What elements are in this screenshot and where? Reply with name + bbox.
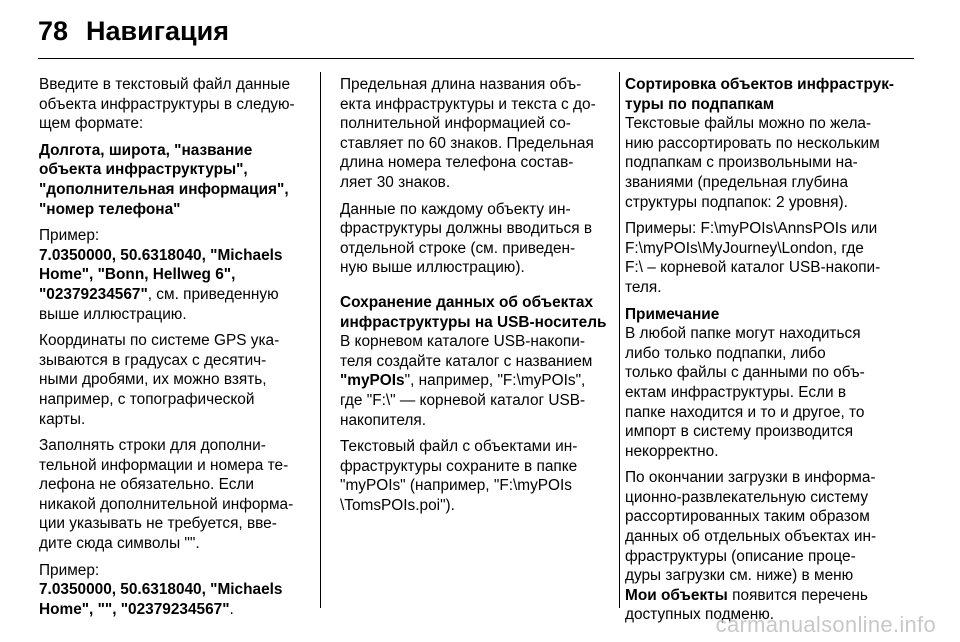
optional-fields-paragraph: Заполнять строки для дополни- тельной информации и номера те- лефона не обязательно. Если никакой дополнительной информа- ции указывать не требуется, вве- дите сюда символы "".	[39, 437, 294, 553]
length-paragraph: Предельная длина названия объ- екта инфраструктуры и текста с до- полнительной информацией со- ставляет по 60 знаков. Предельная длина номера телефона состав- ляет 30 знаков.	[340, 76, 596, 191]
page-title: Навигация	[86, 16, 229, 46]
section-heading-sorting: Сортировка объектов инфраструк- туры по подпапкам	[625, 76, 895, 113]
row-paragraph: Данные по каждому объекту ин- фраструктуры должны вводиться в отдельной строке (см. приведен- ную выше иллюстрацию).	[340, 200, 592, 277]
header-rule	[38, 58, 914, 59]
save-paragraph: Текстовый файл с объектами ин- фраструктуры сохраните в папке "myPOIs" (например, "F:\myPOIs \TomsPOIs.poi").	[340, 438, 578, 514]
section-heading-usb: Сохранение данных об объектах инфраструктуры на USB-носитель	[340, 293, 607, 331]
example-1: Пример: 7.0350000, 50.6318040, "Michaels Home", "Bonn, Hellweg 6", "02379234567", см. приведенную выше иллюстрацию.	[39, 227, 283, 323]
column-divider-1	[320, 72, 321, 608]
sorting-paragraph: Текстовые файлы можно по жела- нию рассортировать по нескольким подпапкам с произвольными на- званиями (предельная глубина структуры подпапок: 2 уровня).	[625, 115, 880, 211]
column-2	[340, 75, 616, 522]
column-3	[625, 75, 915, 632]
note-title: Примечание	[625, 305, 720, 323]
menu-name-my-objects: Мои объекты	[625, 586, 728, 604]
example-2: Пример: 7.0350000, 50.6318040, "Michaels Home", "", "02379234567".	[39, 561, 283, 618]
usb-paragraph: В корневом каталоге USB-накопи- теля создайте каталог с названием "myPOIs", например, "F:\myPOIs", где "F:\" — корневой каталог USB- накопителя.	[340, 333, 593, 429]
page-header	[38, 14, 229, 48]
format-block: Долгота, широта, "название объекта инфраструктуры", "дополнительная информация", "номер телефона"	[39, 141, 289, 218]
intro-paragraph: Введите в текстовый файл данные объекта инфраструктуры в следую- щем формате:	[39, 76, 295, 133]
page-number: 78	[38, 16, 69, 46]
column-1	[39, 75, 315, 626]
gps-paragraph: Координаты по системе GPS ука- зываются в градусах с десятич- ными дробями, их можно взять, например, с топографической карты.	[39, 332, 280, 428]
watermark: carmanualsonline.info	[715, 612, 936, 637]
examples-paragraph: Примеры: F:\myPOIs\AnnsPOIs или F:\myPOIs\MyJourney\London, где F:\ – корневой каталог USB-накопи- теля.	[625, 220, 881, 296]
note-block: Примечание В любой папке могут находиться либо только подпапки, либо только файлы с данными по объ- ектам инфраструктуры. Если в папке находится и то и другое, то импорт в систему производится некорректно.	[625, 305, 865, 460]
completion-paragraph: По окончании загрузки в информа- ционно-развлекательную систему рассортированных таким образом данных об отдельных объектах ин- фраструктуры (описание проце- дуры загрузки см. ниже) в меню Мои объекты появится перечень доступных подменю.	[625, 469, 877, 624]
column-divider-2	[619, 72, 620, 608]
